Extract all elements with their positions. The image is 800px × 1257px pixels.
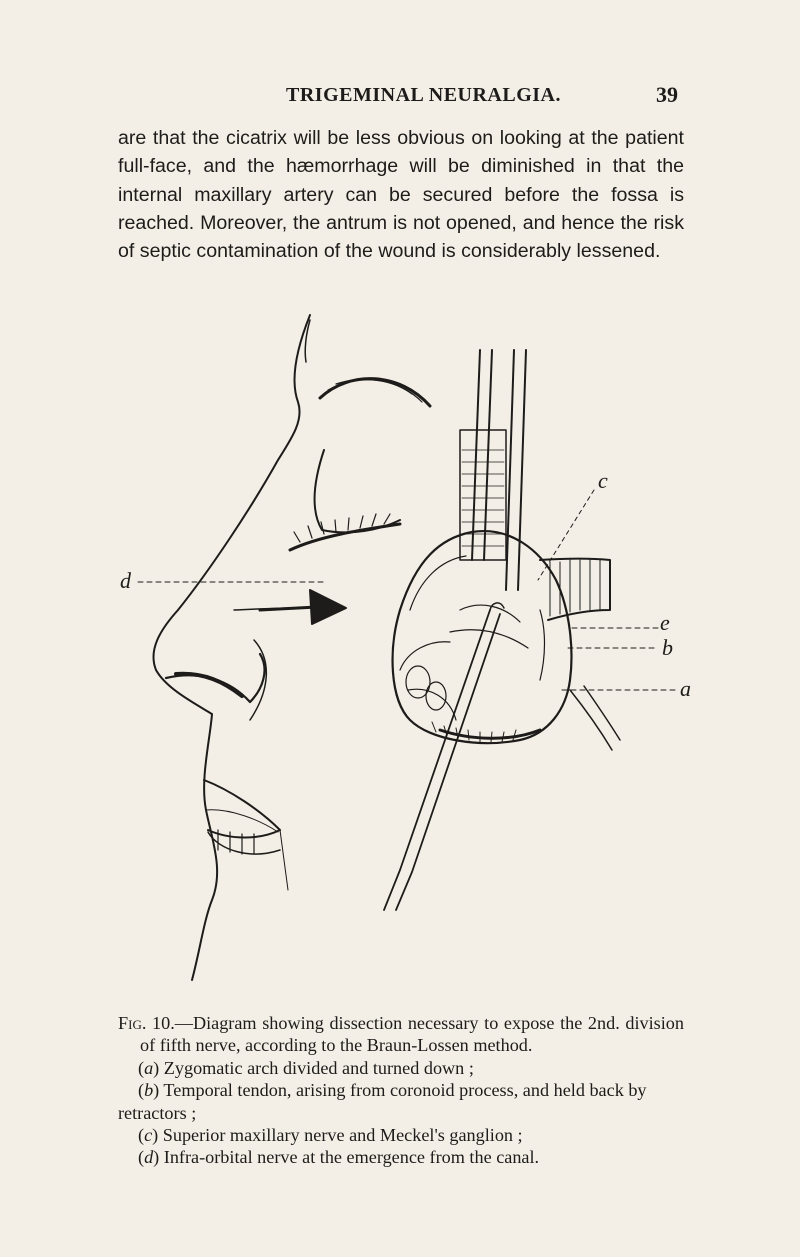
surgical-diagram	[100, 310, 700, 990]
page-number: 39	[656, 82, 678, 107]
figure-number: Fig. 10.	[118, 1013, 175, 1033]
eyelashes	[290, 524, 400, 550]
label-b: b	[662, 635, 673, 660]
caption-item-a: (a) Zygomatic arch divided and turned down ;	[138, 1057, 474, 1078]
running-title: TRIGEMINAL NEURALGIA.	[286, 84, 561, 106]
figure-caption	[118, 1012, 684, 1169]
caption-title	[118, 1012, 684, 1057]
lips	[204, 780, 280, 838]
eyebrow	[320, 379, 430, 406]
label-d: d	[120, 568, 131, 593]
caption-item-c: (c) Superior maxillary nerve and Meckel's ganglion ;	[138, 1125, 523, 1146]
leader-line-c	[538, 490, 594, 580]
retractor-left	[472, 350, 492, 560]
surgical-diagram-figure	[100, 310, 700, 990]
label-a: a	[680, 676, 691, 701]
caption-title-text: —Diagram showing dissection necessary to expose the 2nd. division of fifth nerve, according to the Braun-Lossen method.	[140, 1013, 684, 1056]
eye-lid	[315, 450, 400, 532]
dissecting-instrument	[384, 610, 500, 910]
caption-item-b: (b) Temporal tendon, arising from coronoid process, and held back by retractors ;	[118, 1080, 647, 1123]
retractor-right	[506, 350, 526, 590]
caption-item-d: (d) Infra-orbital nerve at the emergence from the canal.	[138, 1147, 540, 1168]
page-header	[118, 80, 678, 114]
label-c: c	[598, 468, 608, 493]
label-e: e	[660, 610, 670, 635]
body-paragraph: are that the cicatrix will be less obvious on looking at the patient full-face, and the hæmorrhage will be diminished in that the internal maxillary artery can be secured before the fossa is reached. Moreover, the antrum is not opened, and hence the risk of septic contamination of the wound is considerably lessened.	[118, 127, 684, 263]
